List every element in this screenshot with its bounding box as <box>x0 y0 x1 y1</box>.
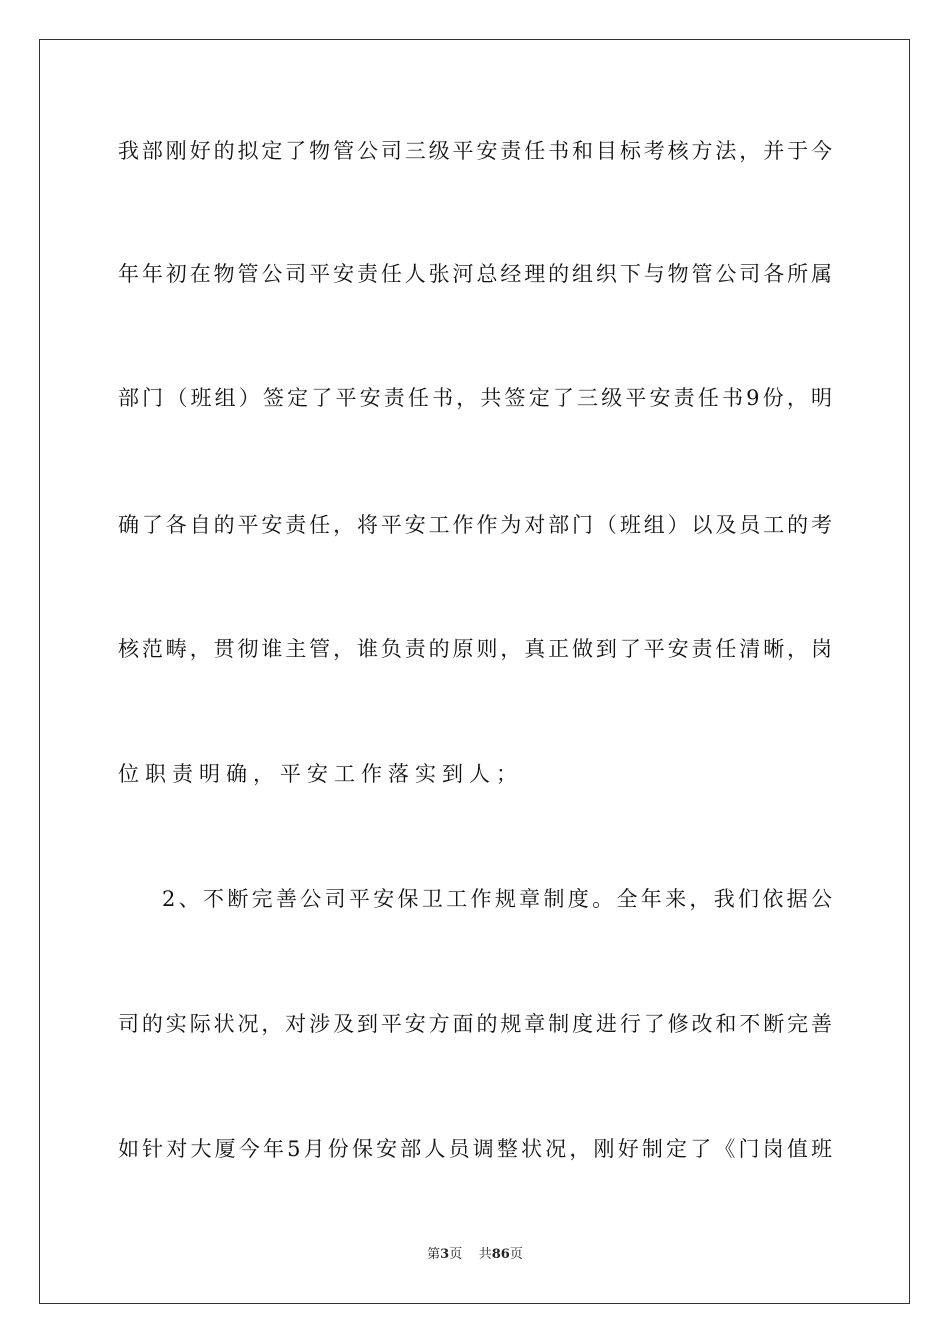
body-line-6: 位职责明确，平安工作落实到人； <box>118 762 523 786</box>
body-line-5: 核范畴，贯彻谁主管，谁负责的原则，真正做到了平安责任清晰，岗 <box>118 637 832 661</box>
footer-page-number: 3 <box>440 1247 450 1262</box>
body-line-8: 司的实际状况，对涉及到平安方面的规章制度进行了修改和不断完善 <box>118 1012 832 1036</box>
body-line-4: 确了各自的平安责任，将平安工作作为对部门（班组）以及员工的考 <box>118 513 832 537</box>
body-line-7: 2、不断完善公司平安保卫工作规章制度。全年来，我们依据公 <box>162 887 832 911</box>
body-line-2: 年年初在物管公司平安责任人张河总经理的组织下与物管公司各所属 <box>118 262 832 286</box>
page-footer <box>0 1246 950 1264</box>
body-line-3: 部门（班组）签定了平安责任书，共签定了三级平安责任书9份，明 <box>118 386 832 410</box>
page-border <box>39 39 910 1304</box>
body-line-9: 如针对大厦今年5月份保安部人员调整状况，刚好制定了《门岗值班 <box>118 1137 832 1161</box>
body-line-1: 我部刚好的拟定了物管公司三级平安责任书和目标考核方法，并于今 <box>118 139 832 163</box>
footer-total-suffix: 页 <box>509 1247 523 1262</box>
footer-total-number: 86 <box>491 1247 510 1262</box>
footer-page-suffix: 页 <box>449 1247 463 1262</box>
footer-page-prefix: 第 <box>427 1247 441 1262</box>
footer-total-prefix: 共 <box>478 1247 492 1262</box>
